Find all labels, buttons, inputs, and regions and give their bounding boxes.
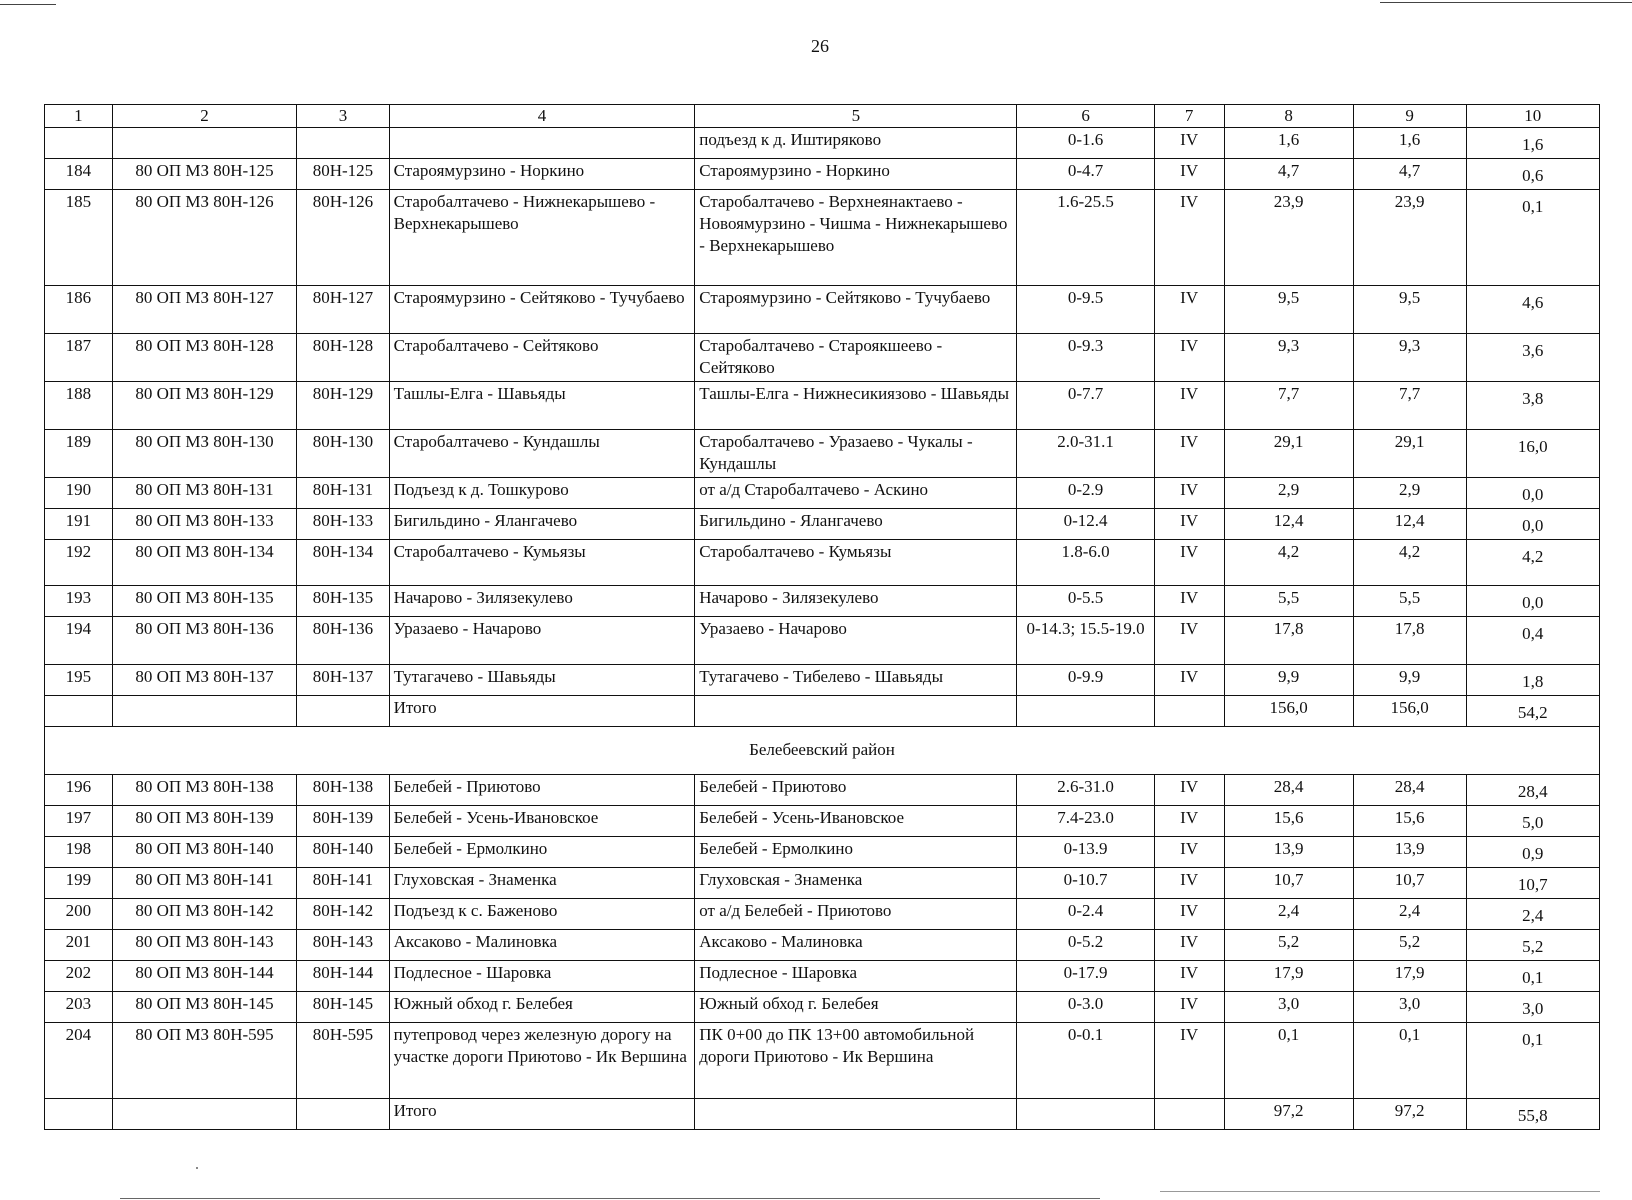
value-col9: 7,7 [1353,382,1466,430]
route-description: Старобалтачево - Верхнеянактаево - Новоямурзино - Чишма - Нижнекарышево - Верхнекарышево [695,190,1017,286]
empty-cell [297,696,389,727]
route-description: Тутагачево - Тибелево - Шавьяды [695,665,1017,696]
route-description: Белебей - Усень-Ивановское [695,806,1017,837]
road-name: Старобалтачево - Кундашлы [389,430,695,478]
road-short-code: 80Н-139 [297,806,389,837]
table-row [45,509,1600,540]
value-col9: 3,0 [1353,992,1466,1023]
empty-cell [45,696,113,727]
route-description: Аксаково - Малиновка [695,930,1017,961]
road-category: IV [1154,540,1224,586]
value-col8: 23,9 [1224,190,1353,286]
roads-table [44,104,1600,1130]
row-number: 194 [45,617,113,665]
row-number: 199 [45,868,113,899]
row-number: 202 [45,961,113,992]
table-row [45,665,1600,696]
value-col10: 4,6 [1466,286,1599,334]
km-range: 7.4-23.0 [1017,806,1154,837]
value-col10: 16,0 [1466,430,1599,478]
road-code: 80 ОП МЗ 80Н-131 [112,478,297,509]
route-description: ПК 0+00 до ПК 13+00 автомобильной дороги Приютово - Ик Вершина [695,1023,1017,1099]
row-number: 188 [45,382,113,430]
value-col10: 0,9 [1466,837,1599,868]
road-code: 80 ОП МЗ 80Н-133 [112,509,297,540]
road-code: 80 ОП МЗ 80Н-139 [112,806,297,837]
value-col10: 4,2 [1466,540,1599,586]
row-number: 190 [45,478,113,509]
road-name: Ташлы-Елга - Шавьяды [389,382,695,430]
value-col9: 28,4 [1353,775,1466,806]
total-label: Итого [389,696,695,727]
km-range: 1.6-25.5 [1017,190,1154,286]
route-description: Старобалтачево - Уразаево - Чукалы - Кундашлы [695,430,1017,478]
road-code: 80 ОП МЗ 80Н-134 [112,540,297,586]
road-category: IV [1154,992,1224,1023]
value-col9: 2,9 [1353,478,1466,509]
value-col10: 28,4 [1466,775,1599,806]
row-number: 191 [45,509,113,540]
row-number: 195 [45,665,113,696]
table-row [45,190,1600,286]
km-range: 0-13.9 [1017,837,1154,868]
value-col8: 0,1 [1224,1023,1353,1099]
road-category: IV [1154,775,1224,806]
value-col9: 9,9 [1353,665,1466,696]
header-cell: 8 [1224,105,1353,128]
km-range: 0-4.7 [1017,159,1154,190]
empty-cell [1154,1099,1224,1130]
value-col8: 10,7 [1224,868,1353,899]
row-number: 197 [45,806,113,837]
km-range: 0-9.3 [1017,334,1154,382]
value-col8: 9,9 [1224,665,1353,696]
route-description: от а/д Старобалтачево - Аскино [695,478,1017,509]
header-cell: 4 [389,105,695,128]
road-short-code: 80Н-131 [297,478,389,509]
empty-cell [112,696,297,727]
header-cell: 9 [1353,105,1466,128]
table-row [45,382,1600,430]
value-col8: 9,5 [1224,286,1353,334]
road-code: 80 ОП МЗ 80Н-138 [112,775,297,806]
row-number [45,128,113,159]
value-col9: 13,9 [1353,837,1466,868]
road-short-code: 80Н-128 [297,334,389,382]
value-col9: 2,4 [1353,899,1466,930]
header-row [45,105,1600,128]
km-range: 0-3.0 [1017,992,1154,1023]
value-col8: 12,4 [1224,509,1353,540]
value-col8: 7,7 [1224,382,1353,430]
table-row [45,837,1600,868]
road-short-code: 80Н-127 [297,286,389,334]
value-col10: 1,8 [1466,665,1599,696]
header-cell: 1 [45,105,113,128]
header-cell: 5 [695,105,1017,128]
route-description: Староямурзино - Норкино [695,159,1017,190]
value-col9: 0,1 [1353,1023,1466,1099]
header-cell: 2 [112,105,297,128]
table-row [45,478,1600,509]
value-col8: 13,9 [1224,837,1353,868]
road-name: Старобалтачево - Сейтяково [389,334,695,382]
total-col10: 54,2 [1466,696,1599,727]
road-code: 80 ОП МЗ 80Н-145 [112,992,297,1023]
road-category: IV [1154,961,1224,992]
row-number: 196 [45,775,113,806]
table-row [45,961,1600,992]
row-number: 201 [45,930,113,961]
road-short-code: 80Н-137 [297,665,389,696]
value-col10: 0,0 [1466,509,1599,540]
total-col8: 97,2 [1224,1099,1353,1130]
value-col10: 10,7 [1466,868,1599,899]
road-category: IV [1154,586,1224,617]
road-name: Южный обход г. Белебея [389,992,695,1023]
total-label: Итого [389,1099,695,1130]
route-description: Уразаево - Начарово [695,617,1017,665]
km-range: 0-5.2 [1017,930,1154,961]
value-col9: 15,6 [1353,806,1466,837]
scan-speck [196,1167,198,1169]
table-row [45,775,1600,806]
value-col9: 5,5 [1353,586,1466,617]
road-category: IV [1154,478,1224,509]
km-range: 0-2.4 [1017,899,1154,930]
value-col9: 23,9 [1353,190,1466,286]
route-description: Ташлы-Елга - Нижнесикиязово - Шавьяды [695,382,1017,430]
value-col10: 0,6 [1466,159,1599,190]
value-col8: 28,4 [1224,775,1353,806]
route-description: Подлесное - Шаровка [695,961,1017,992]
row-number: 193 [45,586,113,617]
table-row [45,586,1600,617]
value-col10: 1,6 [1466,128,1599,159]
road-name: Старобалтачево - Кумьязы [389,540,695,586]
road-short-code: 80Н-144 [297,961,389,992]
value-col9: 4,7 [1353,159,1466,190]
road-category: IV [1154,128,1224,159]
table-row [45,806,1600,837]
km-range: 0-10.7 [1017,868,1154,899]
road-category: IV [1154,159,1224,190]
empty-cell [695,1099,1017,1130]
row-number: 184 [45,159,113,190]
road-short-code: 80Н-134 [297,540,389,586]
road-name: Белебей - Ермолкино [389,837,695,868]
route-description: Начарово - Зилязекулево [695,586,1017,617]
table-row [45,992,1600,1023]
road-code: 80 ОП МЗ 80Н-136 [112,617,297,665]
road-short-code: 80Н-142 [297,899,389,930]
total-col10: 55,8 [1466,1099,1599,1130]
road-code: 80 ОП МЗ 80Н-127 [112,286,297,334]
value-col8: 17,8 [1224,617,1353,665]
km-range: 0-7.7 [1017,382,1154,430]
header-cell: 7 [1154,105,1224,128]
road-short-code: 80Н-129 [297,382,389,430]
district-row [45,727,1600,775]
road-category: IV [1154,617,1224,665]
value-col10: 3,8 [1466,382,1599,430]
road-code: 80 ОП МЗ 80Н-140 [112,837,297,868]
road-short-code: 80Н-595 [297,1023,389,1099]
road-short-code: 80Н-145 [297,992,389,1023]
value-col10: 3,6 [1466,334,1599,382]
road-name: Тутагачево - Шавьяды [389,665,695,696]
road-short-code: 80Н-135 [297,586,389,617]
road-category: IV [1154,868,1224,899]
row-number: 186 [45,286,113,334]
value-col10: 3,0 [1466,992,1599,1023]
road-name: Староямурзино - Сейтяково - Тучубаево [389,286,695,334]
empty-cell [1154,696,1224,727]
road-code: 80 ОП МЗ 80Н-142 [112,899,297,930]
top-rule-right [1380,2,1632,3]
value-col9: 29,1 [1353,430,1466,478]
value-col9: 10,7 [1353,868,1466,899]
road-code: 80 ОП МЗ 80Н-144 [112,961,297,992]
table-row [45,286,1600,334]
value-col8: 29,1 [1224,430,1353,478]
road-category: IV [1154,1023,1224,1099]
road-name: Подъезд к с. Баженово [389,899,695,930]
km-range: 0-9.9 [1017,665,1154,696]
value-col9: 9,5 [1353,286,1466,334]
road-category: IV [1154,899,1224,930]
table-row [45,868,1600,899]
value-col9: 5,2 [1353,930,1466,961]
row-number: 204 [45,1023,113,1099]
value-col10: 0,1 [1466,190,1599,286]
road-code: 80 ОП МЗ 80Н-143 [112,930,297,961]
total-col8: 156,0 [1224,696,1353,727]
road-name: Старобалтачево - Нижнекарышево - Верхнекарышево [389,190,695,286]
road-code [112,128,297,159]
route-description: Старобалтачево - Староякшеево - Сейтяково [695,334,1017,382]
row-number: 189 [45,430,113,478]
road-code: 80 ОП МЗ 80Н-137 [112,665,297,696]
table-row [45,334,1600,382]
road-code: 80 ОП МЗ 80Н-125 [112,159,297,190]
road-name: Аксаково - Малиновка [389,930,695,961]
top-rule-left [0,4,56,5]
road-code: 80 ОП МЗ 80Н-595 [112,1023,297,1099]
route-description: подъезд к д. Иштиряково [695,128,1017,159]
table-row [45,159,1600,190]
value-col10: 0,1 [1466,961,1599,992]
total-row [45,696,1600,727]
km-range: 0-12.4 [1017,509,1154,540]
empty-cell [695,696,1017,727]
total-row [45,1099,1600,1130]
total-col9: 156,0 [1353,696,1466,727]
road-code: 80 ОП МЗ 80Н-129 [112,382,297,430]
route-description: Бигильдино - Ялангачево [695,509,1017,540]
km-range: 0-5.5 [1017,586,1154,617]
bottom-rule-secondary [1160,1191,1600,1192]
route-description: Южный обход г. Белебея [695,992,1017,1023]
road-short-code: 80Н-138 [297,775,389,806]
road-short-code: 80Н-141 [297,868,389,899]
road-name: Бигильдино - Ялангачево [389,509,695,540]
value-col10: 2,4 [1466,899,1599,930]
route-description: Белебей - Ермолкино [695,837,1017,868]
road-name: Белебей - Приютово [389,775,695,806]
road-category: IV [1154,665,1224,696]
road-category: IV [1154,190,1224,286]
value-col8: 5,2 [1224,930,1353,961]
header-cell: 10 [1466,105,1599,128]
road-name: Уразаево - Начарово [389,617,695,665]
km-range: 2.0-31.1 [1017,430,1154,478]
road-category: IV [1154,837,1224,868]
table-row [45,617,1600,665]
road-category: IV [1154,286,1224,334]
table-body [45,105,1600,1130]
km-range: 0-17.9 [1017,961,1154,992]
value-col10: 5,2 [1466,930,1599,961]
road-name: Начарово - Зилязекулево [389,586,695,617]
route-description: Старобалтачево - Кумьязы [695,540,1017,586]
empty-cell [1017,1099,1154,1130]
km-range: 0-1.6 [1017,128,1154,159]
road-short-code: 80Н-125 [297,159,389,190]
bottom-rule [120,1198,1100,1199]
value-col8: 1,6 [1224,128,1353,159]
value-col10: 0,0 [1466,478,1599,509]
road-name: Староямурзино - Норкино [389,159,695,190]
road-short-code: 80Н-136 [297,617,389,665]
row-number: 185 [45,190,113,286]
road-code: 80 ОП МЗ 80Н-130 [112,430,297,478]
road-name: Подъезд к д. Тошкурово [389,478,695,509]
header-cell: 3 [297,105,389,128]
route-description: Староямурзино - Сейтяково - Тучубаево [695,286,1017,334]
road-short-code: 80Н-140 [297,837,389,868]
value-col10: 0,4 [1466,617,1599,665]
km-range: 0-14.3; 15.5-19.0 [1017,617,1154,665]
value-col8: 15,6 [1224,806,1353,837]
road-code: 80 ОП МЗ 80Н-128 [112,334,297,382]
road-code: 80 ОП МЗ 80Н-141 [112,868,297,899]
row-number: 198 [45,837,113,868]
road-name: путепровод через железную дорогу на участке дороги Приютово - Ик Вершина [389,1023,695,1099]
value-col10: 5,0 [1466,806,1599,837]
table-row [45,899,1600,930]
row-number: 192 [45,540,113,586]
table-row [45,1023,1600,1099]
road-category: IV [1154,430,1224,478]
value-col8: 5,5 [1224,586,1353,617]
road-category: IV [1154,806,1224,837]
value-col10: 0,1 [1466,1023,1599,1099]
road-short-code [297,128,389,159]
km-range: 2.6-31.0 [1017,775,1154,806]
road-category: IV [1154,930,1224,961]
table-row [45,930,1600,961]
road-name: Глуховская - Знаменка [389,868,695,899]
route-description: Белебей - Приютово [695,775,1017,806]
road-short-code: 80Н-130 [297,430,389,478]
road-name [389,128,695,159]
value-col8: 2,4 [1224,899,1353,930]
value-col8: 2,9 [1224,478,1353,509]
value-col9: 12,4 [1353,509,1466,540]
value-col8: 4,7 [1224,159,1353,190]
road-category: IV [1154,334,1224,382]
value-col9: 4,2 [1353,540,1466,586]
route-description: Глуховская - Знаменка [695,868,1017,899]
district-title: Белебеевский район [45,727,1600,775]
row-number: 203 [45,992,113,1023]
value-col8: 9,3 [1224,334,1353,382]
road-short-code: 80Н-126 [297,190,389,286]
value-col10: 0,0 [1466,586,1599,617]
value-col9: 17,8 [1353,617,1466,665]
value-col9: 1,6 [1353,128,1466,159]
empty-cell [297,1099,389,1130]
road-name: Подлесное - Шаровка [389,961,695,992]
row-number: 200 [45,899,113,930]
road-short-code: 80Н-133 [297,509,389,540]
header-cell: 6 [1017,105,1154,128]
row-number: 187 [45,334,113,382]
table-row [45,128,1600,159]
value-col8: 3,0 [1224,992,1353,1023]
value-col9: 17,9 [1353,961,1466,992]
km-range: 0-2.9 [1017,478,1154,509]
km-range: 0-0.1 [1017,1023,1154,1099]
empty-cell [45,1099,113,1130]
road-short-code: 80Н-143 [297,930,389,961]
road-name: Белебей - Усень-Ивановское [389,806,695,837]
table-row [45,540,1600,586]
table-row [45,430,1600,478]
empty-cell [112,1099,297,1130]
page-number: 26 [811,36,829,56]
value-col8: 4,2 [1224,540,1353,586]
route-description: от а/д Белебей - Приютово [695,899,1017,930]
road-category: IV [1154,382,1224,430]
value-col9: 9,3 [1353,334,1466,382]
total-col9: 97,2 [1353,1099,1466,1130]
road-category: IV [1154,509,1224,540]
empty-cell [1017,696,1154,727]
km-range: 1.8-6.0 [1017,540,1154,586]
km-range: 0-9.5 [1017,286,1154,334]
road-code: 80 ОП МЗ 80Н-126 [112,190,297,286]
value-col8: 17,9 [1224,961,1353,992]
road-code: 80 ОП МЗ 80Н-135 [112,586,297,617]
